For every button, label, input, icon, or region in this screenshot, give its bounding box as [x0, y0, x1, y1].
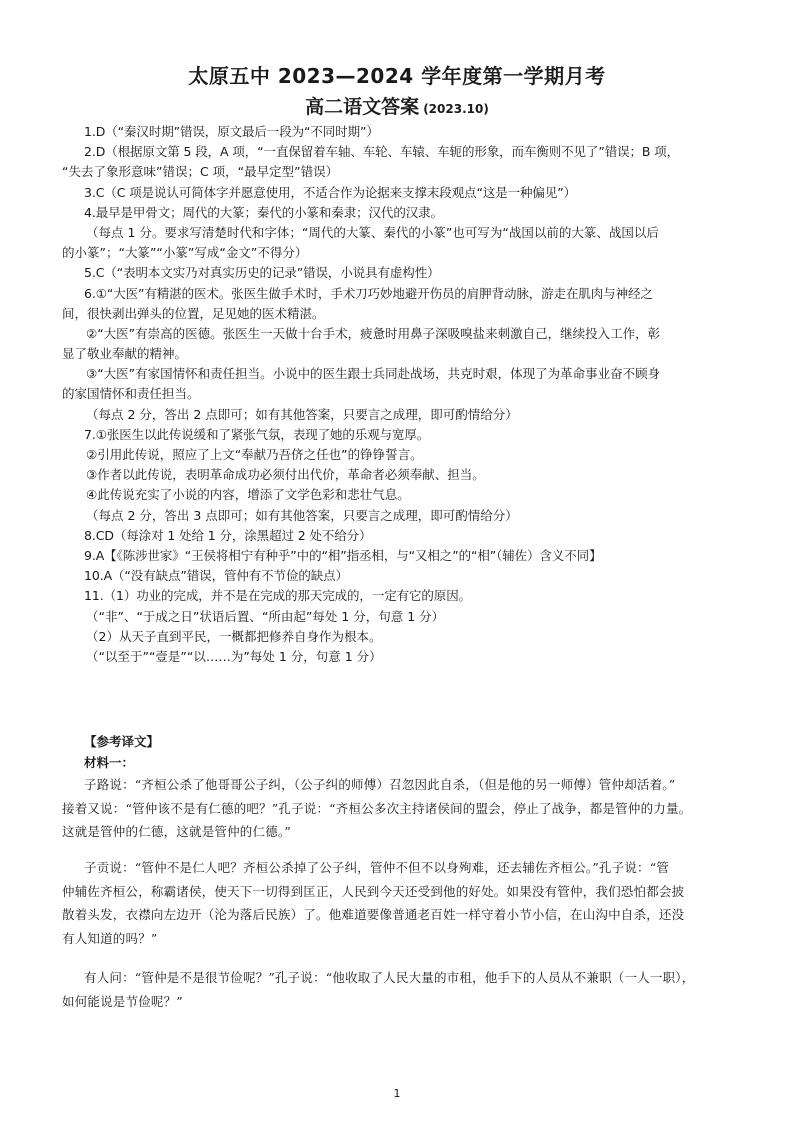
answer-line: 9.A【《陈涉世家》“王侯将相宁有种乎”中的“相”指丞相，与“又相之”的“相”（辅佐）含义不同】: [84, 547, 602, 563]
translation-line: 仲辅佐齐桓公，称霸诸侯，使天下一切得到匡正，人民到今天还受到他的好处。如果没有管仲，我们恐怕都会披: [62, 883, 685, 899]
subtitle-text: 高二语文答案: [305, 96, 420, 118]
answer-line: 显了敬业奉献的精神。: [62, 346, 188, 362]
translation-line: 散着头发，衣襟向左边开（沦为落后民族）了。他难道要像普通老百姓一样守着小节小信，在山沟中自杀，还没: [62, 907, 685, 922]
answer-line: （每点 2 分，答出 2 点即可；如有其他答案，只要言之成理，即可酌情给分）: [86, 406, 518, 422]
translation-line: 有人知道的吗？”: [62, 930, 158, 946]
answer-line: （“非”、“于成之日”状语后置、“所由起”每处 1 分，句意 1 分）: [86, 608, 445, 624]
answer-line: “失去了象形意味”错误；C 项，“最早定型”错误）: [62, 164, 339, 180]
subtitle-date: (2023.10): [423, 102, 489, 116]
answer-line: 6.①“大医”有精湛的医术。张医生做手术时，手术刀巧妙地避开伤员的肩胛背动脉，游走在肌肉与神经之: [84, 285, 653, 301]
answer-line: ②引用此传说，照应了上文“奉献乃吾侪之任也”的铮铮誓言。: [86, 447, 423, 462]
answer-line: 1.D（“秦汉时期”错误，原文最后一段为“不同时期”）: [84, 124, 379, 139]
translation-paragraph-3: [62, 966, 734, 1013]
translation-paragraph-1: [62, 773, 734, 844]
answer-line: 8.CD（每涂对 1 处给 1 分，涂黑超过 2 处不给分）: [84, 527, 372, 543]
translation-line: 子贡说：“管仲不是仁人吧？齐桓公杀掉了公子纠，管仲不但不以身殉难，还去辅佐齐桓公。”孔子说：“管: [84, 860, 670, 875]
answer-line: 4.最早是甲骨文；周代的大篆；秦代的小篆和秦隶；汉代的汉隶。: [84, 204, 443, 220]
reference-heading: 【参考译文】: [84, 734, 160, 749]
answer-list: [62, 122, 734, 667]
answer-line: ④此传说充实了小说的内容，增添了文学色彩和悲壮气息。: [86, 487, 410, 503]
page-title: 太原五中 2023—2024 学年度第一学期月考: [188, 64, 606, 88]
answer-line: 的家国情怀和责任担当。: [62, 386, 200, 402]
answer-line: 11.（1）功业的完成，并不是在完成的那天完成的，一定有它的原因。: [84, 588, 472, 604]
answer-line: ③作者以此传说，表明革命成功必须付出代价，革命者必须奉献、担当。: [86, 467, 485, 483]
answer-line: （每点 1 分。要求写清楚时代和字体；“周代的大篆、秦代的小篆”也可写为“战国以前的大篆、战国以后: [86, 224, 659, 240]
answer-line: 5.C（“表明本文实乃对真实历史的记录”错误，小说具有虚构性）: [84, 265, 440, 281]
translation-line: 如何能说是节俭呢？”: [62, 993, 183, 1009]
page-number: 1: [393, 1087, 401, 1100]
answer-line: 的小篆”；“大篆”“小篆”写成“金文”不得分）: [62, 245, 308, 261]
answer-line: （每点 2 分，答出 3 点即可；如有其他答案，只要言之成理，即可酌情给分）: [86, 507, 518, 523]
translation-line: 有人问：“管仲是不是很节俭呢？”孔子说：“他收取了人民大量的市租，他手下的人员从不兼职（一人一职），: [84, 970, 695, 985]
translation-line: 接着又说：“管仲该不是有仁德的吧？”孔子说：“齐桓公多次主持诸侯间的盟会，停止了战争，都是管仲的力量。: [62, 800, 692, 816]
answer-line: （“以至于”“壹是”“以……为”每处 1 分，句意 1 分）: [86, 648, 382, 664]
answer-line: 2.D（根据原文第 5 段，A 项，“一直保留着车轴、车轮、车辕、车轭的形象，而车衡则不见了”错误；B 项，: [84, 144, 680, 160]
material-label: 材料一：: [84, 755, 135, 770]
answer-line: 间，很快剥出弹头的位置，足见她的医术精湛。: [62, 305, 325, 321]
answer-line: 7.①张医生以此传说缓和了紧张气氛，表现了她的乐观与宽厚。: [84, 426, 430, 442]
translation-line: 子路说：“齐桓公杀了他哥哥公子纠，（公子纠的师傅）召忽因此自杀，（但是他的另一师傅）管仲却活着。”: [84, 777, 676, 792]
translation-line: 这就是管仲的仁德，这就是管仲的仁德。”: [62, 824, 291, 839]
translation-paragraph-2: [62, 856, 734, 950]
answer-line: 3.C（C 项是说认可简体字并愿意使用，不适合作为论据来支撑末段观点“这是一种偏见”）: [84, 184, 577, 200]
answer-line: ③“大医”有家国情怀和责任担当。小说中的医生跟士兵同赴战场，共克时艰，体现了为革命事业奋不顾身: [86, 366, 661, 382]
answer-line: 10.A（“没有缺点”错误，管仲有不节俭的缺点）: [84, 568, 348, 584]
answer-line: （2）从天子直到平民，一概都把修养自身作为根本。: [86, 628, 382, 644]
answer-line: ②“大医”有崇高的医德。张医生一天做十台手术，疲惫时用鼻子深吸嗅盐来刺激自己，继续投入工作，彰: [86, 325, 661, 341]
page-subtitle: [0, 92, 794, 119]
